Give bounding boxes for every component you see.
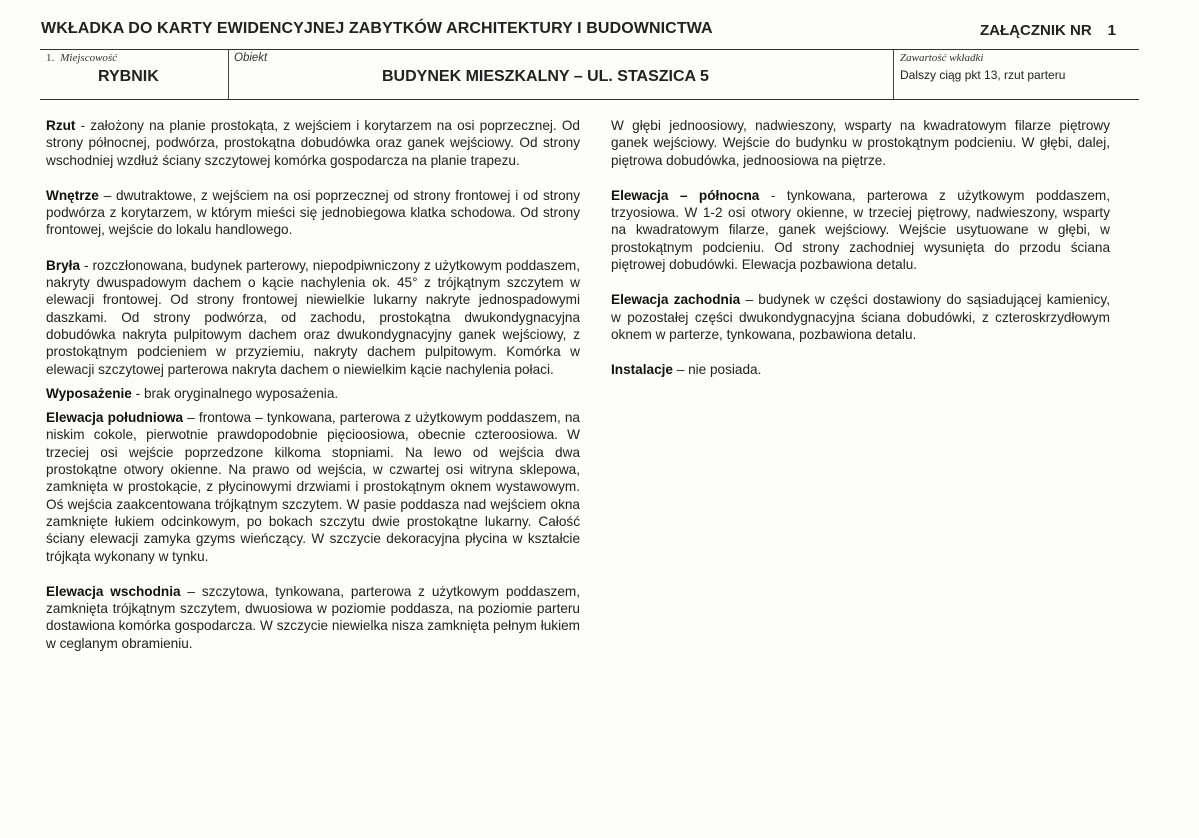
locality-number: 1. <box>46 52 55 64</box>
object-cell <box>228 50 893 99</box>
paragraph-heading: Instalacje <box>611 362 673 378</box>
locality-cell <box>40 50 228 99</box>
paragraph-elewacja-polnocna <box>611 187 1110 273</box>
paragraph-text: – nie posiada. <box>672 362 762 378</box>
paragraph-text: – dwutraktowe, z wejściem na osi poprzecznej od strony frontowej i od strony podwórza z korytarzem, w którym mieści się jednobiegowa klatka schodowa. Od strony frontowej, wejście do lokalu handlowego. <box>46 187 580 238</box>
contents-value: Dalszy ciąg pkt 13, rzut parteru <box>900 68 1066 82</box>
paragraph-heading: Rzut <box>46 118 76 133</box>
locality-value: RYBNIK <box>98 68 159 85</box>
paragraph-heading: Elewacja – północna <box>611 187 760 203</box>
paragraph-heading: Bryła <box>46 257 81 273</box>
right-column <box>611 117 1110 397</box>
paragraph-text: - tynkowana, parterowa z użytkowym poddaszem, trzyosiowa. W 1-2 osi otwory okienne, w trzeciej piętrowy, nadwieszony, wsparty na kwadratowym filarze, ganek wejściowy. Wejście usytuowane w głębi, w prostokątnym podcieniu. Od strony zachodniej wysunięta do przodu ściana piętrowej dobudówki. Elewacja pozbawiona detalu. <box>611 187 1110 273</box>
paragraph-text: – budynek w części dostawiony do sąsiadującej kamienicy, w pozostałej części dwukondygnacyjna ściana dobudówki, z czteroskrzydłowym oknem w parterze, tynkowana, pozbawiona detalu. <box>611 292 1110 342</box>
annex-number: 1 <box>1107 22 1116 39</box>
paragraph-elewacja-wschodnia <box>46 583 580 652</box>
contents-cell <box>893 50 1139 99</box>
paragraph-bryla <box>46 257 580 378</box>
left-column <box>46 117 580 670</box>
paragraph-heading: Elewacja wschodnia <box>46 583 181 599</box>
paragraph-text: - rozczłonowana, budynek parterowy, niepodpiwniczony z użytkowym poddaszem, nakryty dwuspadowym dachem o kącie nachylenia ok. 45° z trójkątnym szczytem w elewacji frontowej. Od strony frontowej niewielkie lukarny nakryte jednospadowymi daszkami. Od strony podwórza, od zachodu, prostokątna dwukondygnacyjna dobudówka nakryta pulpitowym dachem oraz dwukondygnacyjny ganek wejściowy, z prostokątnym podcieniem w przyziemiu, nakryty dachem pulpitowym. Komórka w elewacji szczytowej parterowa nakryta dachem o niewielkim kącie nachylenia połaci. <box>46 257 580 377</box>
header-table <box>40 49 1139 100</box>
paragraph-heading: Wyposażenie <box>46 385 132 401</box>
paragraph-heading: Elewacja zachodnia <box>611 292 741 308</box>
contents-label: Zawartość wkładki <box>900 52 984 64</box>
annex-label <box>980 22 1116 39</box>
paragraph-heading: Elewacja południowa <box>46 410 184 426</box>
paragraph-heading: Wnętrze <box>46 187 99 203</box>
paragraph-instalacje <box>611 361 1110 378</box>
paragraph-text: – frontowa – tynkowana, parterowa z użytkowym poddaszem, na niskim cokole, pierwotnie prawdopodobnie pięcioosiowa, obecnie czteroosiowa. W trzeciej osi wejście poprzedzone kilkoma stopniami. Na lewo od wejścia dwa prostokątne otwory okienne. Na prawo od wejścia, w czwartej osi witryna sklepowa, zamknięta w prostokącie, z płycinowymi drzwiami i prostokątnym oknem wystawowym. Oś wejścia zaakcentowana trójkątnym szczytem. W pasie poddasza nad wejściem okna zamknięte łukiem odcinkowym, po bokach szczytu dwie prostokątne lukarny. Całość ściany elewacji zamyka gzyms wieńczący. W szczycie dekoracyjna płycina w kształcie trójkąta wykonany w tynku. <box>46 410 580 564</box>
locality-label <box>46 52 117 64</box>
object-label: Obiekt <box>234 52 268 64</box>
paragraph-text: - brak oryginalnego wyposażenia. <box>131 385 339 401</box>
paragraph-wnetrze <box>46 187 580 239</box>
paragraph-text: – szczytowa, tynkowana, parterowa z użytkowym poddaszem, zamknięta trójkątnym szczytem, dwuosiowa w poziomie poddasza, na poziomie parteru dostawiona komórka gospodarcza. W szczycie niewielka nisza zamknięta pełnym łukiem w ceglanym obramieniu. <box>46 583 580 651</box>
document-title: WKŁADKA DO KARTY EWIDENCYJNEJ ZABYTKÓW ARCHITEKTURY I BUDOWNICTWA <box>41 20 713 37</box>
paragraph-elewacja-poludniowa <box>46 409 580 565</box>
object-value: BUDYNEK MIESZKALNY – UL. STASZICA 5 <box>382 68 709 85</box>
paragraph-rzut <box>46 117 580 169</box>
paragraph-continuation <box>611 117 1110 169</box>
locality-label-text: Miejscowość <box>60 52 118 64</box>
paragraph-text: - założony na planie prostokąta, z wejściem i korytarzem na osi poprzecznej. Od strony północnej, podwórza, prostokątna dobudówka oraz ganek wejściowy. Od strony wschodniej wzdłuż ściany szczytowej komórka gospodarcza na planie trapezu. <box>46 118 580 168</box>
paragraph-text: W głębi jednoosiowy, nadwieszony, wsparty na kwadratowym filarze piętrowy ganek wejściowy. Wejście do budynku w prostokątnym podcieniu. W głębi, dalej, piętrowa dobudówka, jednoosiowa na piętrze. <box>611 118 1110 168</box>
paragraph-wyposazenie <box>46 385 580 402</box>
annex-label-text: ZAŁĄCZNIK NR <box>980 22 1092 39</box>
paragraph-elewacja-zachodnia <box>611 291 1110 343</box>
